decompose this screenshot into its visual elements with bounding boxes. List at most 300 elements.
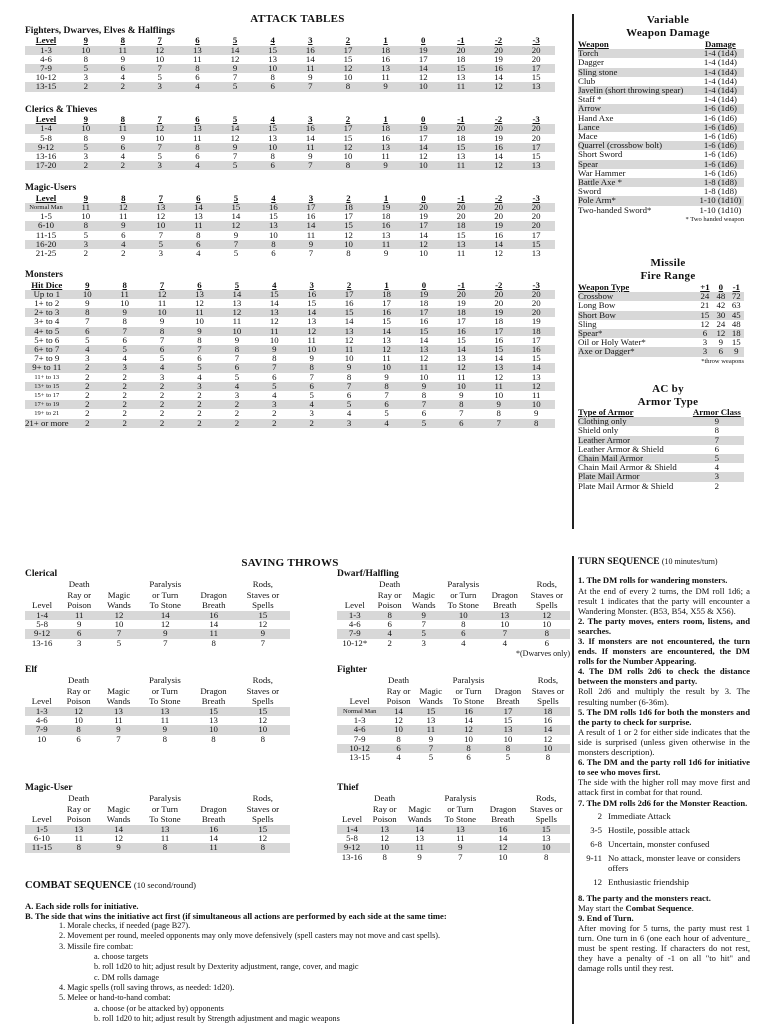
saving-header-line: Paralysis — [149, 579, 182, 590]
attack-roll-cell: 2 — [106, 419, 143, 428]
attack-roll-cell: 5 — [83, 229, 88, 240]
saving-value-cell: 6 — [76, 733, 81, 744]
attack-roll-cell: 2 — [85, 371, 90, 382]
attack-roll-cell: 15 — [307, 298, 317, 309]
saving-value-cell: 8 — [447, 744, 490, 753]
attack-ac-header: -2 — [494, 114, 503, 125]
attack-roll-cell: 13 — [193, 211, 203, 222]
row-label-cell: Oil or Holy Water* — [578, 337, 646, 348]
saving-header-line: Breath — [493, 600, 517, 611]
armor-class-header: Armor Class — [692, 407, 741, 417]
saving-value-cell: 10 — [236, 725, 290, 734]
saving-level-cell: 7-9 — [25, 725, 59, 734]
attack-roll-cell: 7 — [292, 82, 330, 91]
table-row — [25, 161, 555, 170]
attack-roll-cell: 20 — [517, 308, 555, 317]
reaction-roll: 9-11 — [586, 852, 602, 863]
attack-roll-cell: 4 — [293, 400, 330, 409]
saving-value-cell: 4 — [373, 629, 407, 638]
row-value-cell: 1-4 (1d4) — [703, 57, 737, 68]
saving-value-cell: 9 — [138, 725, 191, 734]
attack-roll-cell: 13 — [256, 308, 293, 317]
attack-level-cell: 19+ to 21 — [34, 410, 60, 418]
vertical-divider-bottom — [572, 556, 574, 1024]
attack-roll-cell: 8 — [196, 229, 201, 240]
attack-roll-cell: 8 — [218, 345, 255, 354]
attack-roll-cell: 20 — [442, 124, 480, 133]
attack-roll-cell: 10 — [67, 46, 105, 55]
saving-header-line: Wands — [107, 600, 131, 611]
row-value-cell: 21 — [700, 300, 710, 311]
attack-roll-cell: 8 — [255, 240, 293, 249]
attack-header-row — [25, 36, 555, 45]
attack-roll-cell: 9 — [308, 72, 313, 83]
saving-header-line: Magic — [412, 589, 435, 600]
attack-roll-cell: 3 — [159, 371, 165, 382]
attack-roll-cell: 17 — [292, 203, 330, 212]
attack-roll-cell: 7 — [405, 400, 442, 409]
attack-roll-cell: 18 — [330, 203, 368, 212]
table-row — [337, 735, 570, 744]
attack-roll-cell: 10 — [254, 143, 292, 152]
row-label-cell: Plate Mail Armor & Shield — [578, 480, 674, 491]
saving-value-cell: 6 — [466, 751, 471, 762]
reaction-roll: 2 — [597, 810, 602, 821]
saving-class-title: Thief — [337, 783, 359, 793]
reaction-row — [582, 877, 750, 891]
turn-sequence-subtitle: (10 minutes/turn) — [661, 557, 718, 566]
attack-section — [25, 183, 560, 258]
attack-roll-cell: 20 — [531, 211, 541, 222]
saving-level-cell: 11-15 — [25, 843, 59, 852]
attack-roll-cell: 18 — [517, 327, 555, 336]
attack-roll-cell: 12 — [494, 371, 504, 382]
saving-value-cell: 11 — [402, 843, 437, 852]
attack-roll-cell: 2 — [106, 400, 143, 409]
attack-ac-header: 4 — [270, 35, 275, 46]
combat-sequence — [25, 880, 565, 1024]
attack-roll-cell: 9 — [105, 221, 143, 230]
attack-roll-cell: 2 — [218, 419, 255, 428]
attack-roll-cell: 8 — [270, 150, 275, 161]
attack-ac-header: 8 — [121, 192, 126, 203]
saving-value-cell: 12 — [258, 619, 268, 630]
attack-roll-cell: 17 — [405, 221, 443, 230]
combat-step: c. DM rolls damage — [94, 972, 160, 982]
attack-level-cell: 9+ to 11 — [25, 363, 69, 372]
attack-roll-cell: 12 — [418, 150, 428, 161]
saving-header-line: Ray or — [66, 803, 91, 814]
attack-roll-cell: 2 — [67, 161, 105, 170]
attack-ac-header: -1 — [457, 192, 465, 203]
attack-roll-cell: 16 — [367, 221, 405, 230]
attack-roll-cell: 10 — [67, 124, 105, 133]
row-value-cell: 42 — [716, 300, 726, 311]
saving-value-cell: 16 — [192, 611, 236, 620]
attack-roll-cell: 8 — [270, 72, 275, 83]
saving-header-line: Dragon — [200, 589, 227, 600]
attack-roll-cell: 20 — [480, 290, 517, 299]
saving-value-cell: 11 — [59, 611, 99, 620]
saving-header-line: Spells — [536, 600, 558, 611]
saving-header-line: Poison — [67, 600, 92, 611]
attack-roll-cell: 19 — [480, 308, 517, 317]
saving-level-cell: 9-12 — [337, 843, 367, 852]
attack-roll-cell: 6 — [293, 382, 330, 391]
attack-ac-header: 1 — [383, 35, 388, 46]
turn-step-3-heading: 3. If monsters are not encountered, the turn ends. If monsters are encountered, the DM rolls for the Number Appearing. — [578, 636, 750, 667]
attack-roll-cell: 20 — [517, 221, 555, 230]
row-label-cell: Long Bow — [578, 300, 616, 311]
saving-value-cell: 6 — [441, 629, 486, 638]
attack-level-cell: 4-6 — [40, 53, 52, 64]
saving-header — [139, 579, 192, 611]
attack-ac-header: 9 — [85, 279, 90, 290]
attack-roll-cell: 5 — [233, 247, 239, 258]
attack-roll-cell: 6 — [218, 363, 255, 372]
row-value-cell: 45 — [729, 311, 744, 320]
row-value-cell: 1-10 (1d10) — [697, 196, 744, 205]
attack-roll-cell: 7 — [159, 334, 165, 345]
saving-value-cell: 12 — [447, 725, 490, 734]
attack-roll-cell: 10 — [120, 298, 130, 309]
saving-value-cell: 8 — [211, 733, 216, 744]
attack-roll-cell: 2 — [85, 390, 90, 401]
saving-header-row — [25, 675, 290, 707]
saving-value-cell: 10 — [464, 733, 473, 744]
saving-value-cell: 12 — [258, 833, 268, 844]
attack-roll-cell: 14 — [494, 353, 504, 364]
attack-roll-cell: 3 — [158, 247, 164, 258]
attack-roll-cell: 13 — [232, 298, 242, 309]
attack-roll-cell: 16 — [381, 132, 390, 143]
saving-header — [25, 793, 59, 825]
attack-roll-cell: 6 — [254, 82, 292, 91]
saving-level-cell: 4-6 — [35, 715, 48, 726]
attack-roll-cell: 15 — [382, 316, 391, 327]
attack-roll-cell: 2 — [106, 382, 143, 391]
saving-header-line: Spells — [537, 696, 559, 707]
saving-header-line: Ray or — [66, 685, 91, 696]
attack-roll-cell: 17 — [517, 143, 555, 152]
ac-title — [578, 383, 758, 409]
attack-roll-cell: 11 — [531, 390, 541, 401]
attack-roll-cell: 6 — [195, 72, 200, 83]
attack-roll-cell: 12 — [141, 46, 179, 55]
turn-step-4-heading: 4. The DM rolls 2d6 to check the distance between the monsters and party. — [578, 666, 750, 687]
attack-ac-header: 6 — [197, 279, 202, 290]
row-value-cell: 6 — [713, 347, 728, 356]
combat-step-b: B. The side that wins the initiative act first (if simultaneous all actions are performed by each side at the same time: — [25, 910, 447, 921]
attack-roll-cell: 13 — [442, 240, 480, 249]
attack-roll-cell: 13 — [517, 161, 555, 170]
saving-level-cell: 1-4 — [337, 825, 367, 834]
row-value-cell: 1-6 (1d6) — [703, 131, 737, 142]
saving-value-cell: 7 — [99, 629, 139, 638]
table-row — [25, 82, 555, 91]
reaction-result: Uncertain, monster confused — [608, 838, 710, 849]
attack-roll-cell: 14 — [180, 203, 218, 212]
saving-value-cell: 15 — [236, 707, 290, 716]
saving-value-cell: 8 — [543, 851, 549, 862]
row-label-cell: Sling stone — [578, 68, 697, 77]
attack-roll-cell: 10 — [155, 53, 165, 64]
attack-roll-cell: 16 — [292, 124, 330, 133]
attack-ac-header: 2 — [346, 192, 351, 203]
saving-value-cell: 16 — [543, 715, 553, 726]
attack-roll-cell: 18 — [443, 308, 480, 317]
row-value-cell: 63 — [731, 300, 741, 311]
table-row — [25, 834, 290, 843]
row-label-cell: Staff * — [578, 94, 602, 105]
attack-roll-cell: 6 — [143, 345, 180, 354]
saving-value-cell: 10 — [522, 843, 570, 852]
saving-header-line: Death — [68, 675, 90, 686]
attack-section — [25, 105, 560, 171]
row-label-cell: Chain Mail Armor & Shield — [578, 462, 677, 473]
reaction-result: Immediate Attack — [608, 810, 671, 821]
saving-cleric — [25, 569, 290, 648]
saving-value-cell: 12 — [543, 733, 553, 744]
saving-value-cell: 8 — [545, 751, 551, 762]
attack-ac-header: 6 — [195, 35, 200, 46]
saving-value-cell: 15 — [503, 715, 513, 726]
attack-roll-cell: 11 — [381, 72, 390, 83]
table-row — [25, 707, 290, 716]
attack-ac-header: -2 — [494, 192, 503, 203]
saving-header-line: Level — [31, 696, 52, 707]
row-label-cell: Spear — [578, 160, 697, 169]
ac-title-line2: Armor Type — [637, 396, 699, 408]
attack-roll-cell: 8 — [179, 64, 217, 73]
saving-header — [441, 579, 486, 611]
attack-roll-cell: 2 — [69, 400, 106, 409]
attack-roll-cell: 2 — [143, 419, 180, 428]
turn-step-6-text: The side with the higher roll may move first and attack first in combat for that round. — [578, 777, 750, 798]
saving-value-cell: 15 — [191, 707, 235, 716]
table-row — [337, 611, 570, 620]
row-value-cell: 3 — [690, 472, 744, 481]
saving-value-cell: 18 — [526, 707, 570, 716]
attack-roll-cell: 9 — [367, 82, 405, 91]
saving-header-line: Wands — [419, 696, 443, 707]
saving-header-line: Death — [388, 675, 410, 686]
row-label-cell: Plate Mail Armor — [578, 472, 690, 481]
saving-level-cell: 5-8 — [36, 619, 48, 630]
attack-roll-cell: 9 — [308, 150, 313, 161]
attack-roll-cell: 8 — [197, 334, 202, 345]
table-row — [25, 240, 555, 249]
reaction-result: No attack, monster leave or considers offers — [608, 852, 741, 873]
attack-roll-cell: 20 — [443, 290, 480, 299]
attack-roll-cell: 11 — [106, 290, 143, 299]
saving-header-line: Ray or — [386, 685, 411, 696]
attack-roll-cell: 7 — [459, 408, 464, 419]
attack-roll-cell: 16 — [480, 64, 518, 73]
row-value-cell: 12 — [700, 318, 710, 329]
table-row — [25, 345, 555, 354]
saving-header-line: Rods, — [252, 675, 273, 686]
saving-header-line: Staves or — [531, 685, 565, 696]
turn-step-7-heading: 7. The DM rolls 2d6 for the Monster Reaction. — [578, 797, 748, 808]
row-label-cell: Axe or Dagger* — [578, 347, 697, 356]
table-row — [337, 744, 570, 753]
saving-value-cell: 10 — [526, 744, 570, 753]
saving-header — [138, 675, 191, 707]
saving-value-cell: 13 — [486, 611, 524, 620]
attack-roll-cell: 11 — [180, 221, 218, 230]
saving-header — [382, 675, 415, 707]
attack-ac-header: 8 — [120, 35, 125, 46]
saving-value-cell: 15 — [522, 825, 570, 834]
attack-roll-cell: 17 — [456, 316, 466, 327]
saving-header-line: Spells — [252, 600, 274, 611]
saving-dwarf-halfling — [337, 569, 570, 659]
attack-roll-cell: 11 — [193, 132, 202, 143]
row-label-cell: Club — [578, 75, 596, 86]
combat-sequence-title: COMBAT SEQUENCE — [25, 880, 132, 891]
saving-value-cell: 10 — [74, 715, 83, 726]
attack-roll-cell: 10 — [254, 64, 292, 73]
saving-value-cell: 15 — [236, 825, 290, 834]
table-row — [337, 639, 570, 648]
attack-roll-cell: 19 — [404, 124, 442, 133]
table-row — [337, 834, 570, 843]
saving-level-cell: 1-3 — [25, 707, 59, 716]
saving-header-line: Spells — [535, 814, 557, 825]
attack-roll-cell: 8 — [143, 327, 180, 336]
saving-value-cell: 12 — [394, 715, 403, 726]
saving-header-line: Poison — [386, 696, 411, 707]
attack-roll-cell: 13 — [307, 316, 317, 327]
attack-roll-cell: 2 — [67, 82, 105, 91]
table-row — [337, 707, 570, 716]
saving-class-title: Elf — [25, 665, 38, 675]
attack-roll-cell: 12 — [344, 334, 354, 345]
attack-roll-cell: 11 — [157, 298, 167, 309]
attack-roll-cell: 14 — [305, 132, 315, 143]
attack-ac-header: -2 — [494, 35, 503, 46]
attack-roll-cell: 10 — [81, 211, 91, 222]
saving-value-cell: 10 — [441, 611, 486, 620]
attack-ac-header: 5 — [232, 114, 238, 125]
attack-roll-cell: 10 — [517, 400, 555, 409]
saving-header-row — [337, 579, 570, 611]
turn-step-6-heading: 6. The DM and the party roll 1d6 for initiative to see who moves first. — [578, 757, 750, 778]
saving-header — [407, 579, 441, 611]
attack-roll-cell: 17 — [344, 211, 353, 222]
saving-value-cell: 4 — [502, 637, 507, 648]
attack-ac-header: 3 — [309, 279, 314, 290]
attack-roll-cell: 16 — [293, 290, 330, 299]
table-row — [25, 825, 290, 834]
missile-range-long-header: -1 — [732, 282, 740, 292]
saving-value-cell: 11 — [160, 715, 170, 726]
attack-ac-header: 9 — [83, 114, 89, 125]
table-row — [25, 611, 290, 620]
attack-roll-cell: 18 — [381, 211, 391, 222]
row-value-cell: 1-4 (1d4) — [697, 86, 744, 95]
saving-header-line: or Turn — [152, 589, 179, 600]
attack-roll-cell: 8 — [517, 419, 555, 428]
attack-level-cell: 17+ to 19 — [25, 400, 69, 409]
row-value-cell: 2 — [714, 480, 720, 491]
saving-header-line: Magic — [419, 685, 443, 696]
attack-roll-cell: 8 — [421, 390, 427, 401]
table-row — [25, 354, 555, 363]
attack-roll-cell: 10 — [404, 82, 442, 91]
weapon-damage-title — [578, 14, 758, 39]
saving-header-line: Dragon — [494, 685, 522, 696]
attack-roll-cell: 7 — [141, 64, 179, 73]
attack-roll-cell: 18 — [442, 221, 480, 230]
attack-roll-cell: 2 — [105, 82, 141, 91]
attack-roll-cell: 7 — [309, 371, 314, 382]
missile-range-medium-header: 0 — [718, 282, 724, 292]
saving-level-cell: 1-5 — [25, 825, 59, 834]
table-row — [25, 64, 555, 73]
attack-section-title: Magic-Users — [25, 183, 77, 194]
saving-header — [484, 793, 523, 825]
row-value-cell: 1-6 (1d6) — [697, 160, 744, 169]
weapon-footnote: * Two handed weapon — [685, 215, 744, 223]
table-row — [25, 336, 555, 345]
saving-level-cell: 5-8 — [346, 833, 358, 844]
row-value-cell: 30 — [713, 311, 728, 320]
attack-roll-cell: 8 — [443, 400, 480, 409]
attack-roll-cell: 12 — [195, 298, 204, 309]
attack-roll-cell: 15 — [531, 72, 541, 83]
table-row — [337, 620, 570, 629]
combat-step-a: A. Each side rolls for initiative. — [25, 900, 139, 911]
attack-roll-cell: 10 — [443, 382, 480, 391]
attack-roll-cell: 2 — [143, 400, 180, 409]
attack-roll-cell: 16 — [306, 211, 316, 222]
attack-roll-cell: 15 — [330, 221, 368, 230]
attack-roll-cell: 13 — [179, 124, 217, 133]
missile-table — [578, 283, 744, 365]
attack-roll-cell: 11 — [382, 353, 391, 364]
row-value-cell: 1-6 (1d6) — [697, 141, 744, 150]
attack-roll-cell: 11 — [367, 240, 405, 249]
attack-roll-cell: 12 — [230, 53, 240, 64]
turn-step-4-text: Roll 2d6 and multiply the result by 3. The resulting number (6-36m). — [578, 686, 750, 707]
attack-roll-cell: 20 — [531, 298, 541, 309]
saving-value-cell: 8 — [162, 733, 168, 744]
attack-roll-cell: 18 — [419, 298, 429, 309]
row-label-cell: Battle Axe * — [578, 178, 697, 187]
attack-roll-cell: 15 — [456, 229, 466, 240]
attack-roll-cell: 20 — [494, 298, 504, 309]
attack-roll-cell: 19 — [494, 132, 503, 143]
saving-header-line: Magic — [107, 803, 130, 814]
saving-value-cell: 8 — [524, 629, 570, 638]
attack-roll-cell: 14 — [216, 46, 254, 55]
saving-value-cell: 7 — [486, 629, 524, 638]
row-value-cell: 6 — [697, 329, 713, 338]
attack-roll-cell: 11 — [105, 124, 141, 133]
attack-roll-cell: 10 — [368, 363, 405, 372]
attack-roll-cell: 15 — [480, 345, 517, 354]
attack-roll-cell: 12 — [517, 382, 555, 391]
saving-value-cell: 8 — [138, 843, 191, 852]
attack-level-cell: 13-15 — [25, 82, 67, 91]
attack-roll-cell: 12 — [494, 247, 503, 258]
attack-level-cell: 21-25 — [35, 247, 57, 258]
saving-header-line: Paralysis — [444, 793, 477, 804]
attack-level-header: Level — [35, 192, 57, 203]
attack-roll-cell: 19 — [456, 298, 466, 309]
